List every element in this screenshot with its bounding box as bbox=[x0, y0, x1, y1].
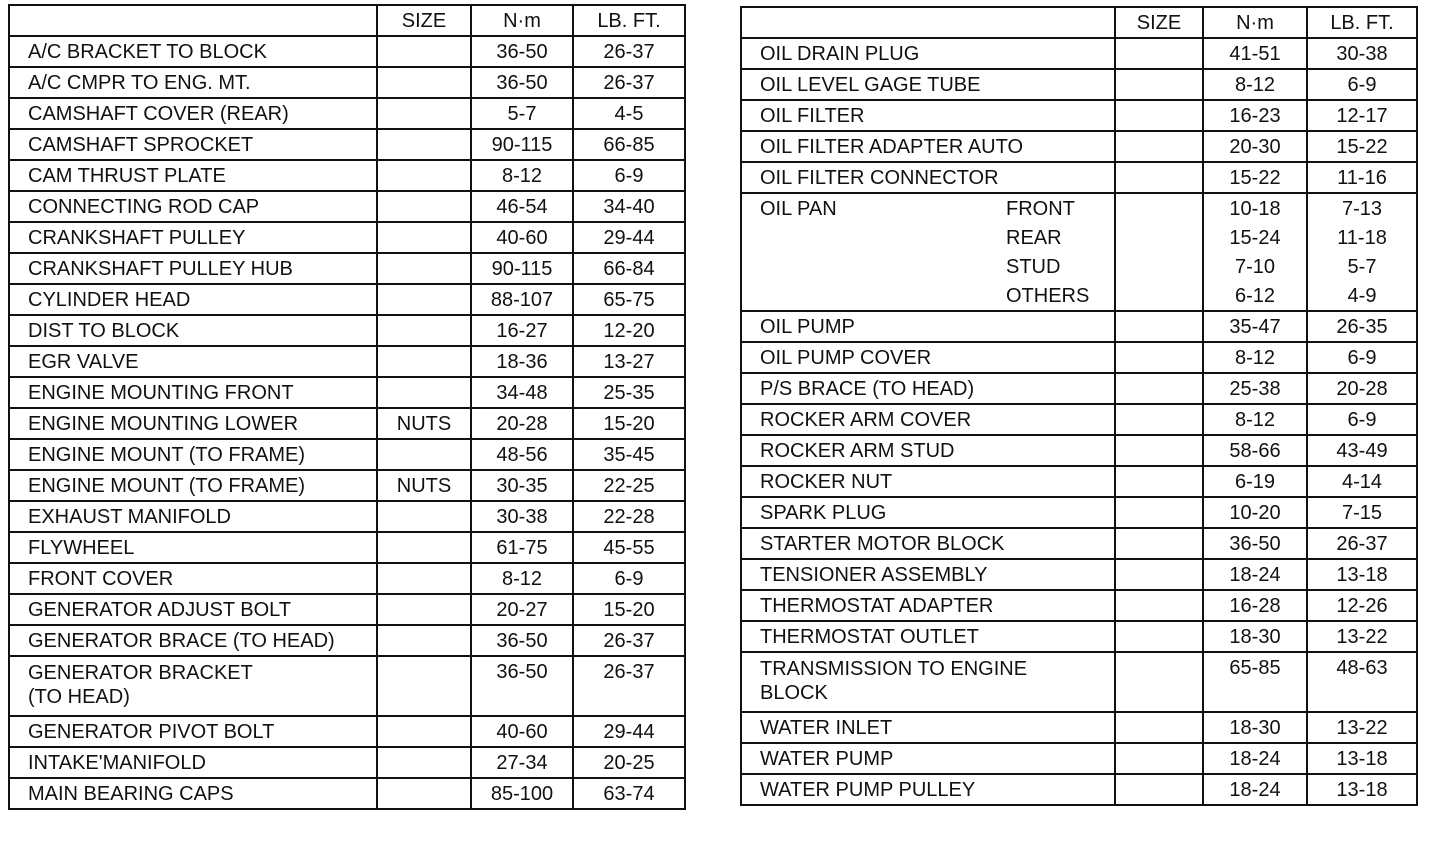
nm-cell: 40-60 bbox=[471, 222, 573, 253]
component-cell: A/C CMPR TO ENG. MT. bbox=[9, 67, 377, 98]
lbft-cell: 6-9 bbox=[1307, 342, 1417, 373]
size-cell bbox=[377, 594, 471, 625]
size-header: SIZE bbox=[377, 5, 471, 36]
size-cell bbox=[377, 222, 471, 253]
size-cell bbox=[1115, 373, 1203, 404]
component-cell: EGR VALVE bbox=[9, 346, 377, 377]
nm-cell: 34-48 bbox=[471, 377, 573, 408]
size-cell bbox=[1115, 774, 1203, 805]
nm-cell: 46-54 bbox=[471, 191, 573, 222]
nm-cell: 18-24 bbox=[1203, 559, 1307, 590]
header-row bbox=[741, 7, 1417, 38]
nm-cell: 6-19 bbox=[1203, 466, 1307, 497]
table-row bbox=[741, 743, 1417, 774]
component-cell: WATER PUMP PULLEY bbox=[741, 774, 1115, 805]
size-cell bbox=[377, 778, 471, 809]
nm-cell: 16-27 bbox=[471, 315, 573, 346]
lbft-cell: 6-9 bbox=[1307, 404, 1417, 435]
nm-cell: 90-115 bbox=[471, 129, 573, 160]
size-cell bbox=[377, 253, 471, 284]
lbft-cell: 20-25 bbox=[573, 747, 685, 778]
nm-cell: 20-28 bbox=[471, 408, 573, 439]
size-cell bbox=[1115, 100, 1203, 131]
header-row bbox=[9, 5, 685, 36]
nm-cell: 35-47 bbox=[1203, 311, 1307, 342]
oil-pan-sub-label: REAR bbox=[1006, 227, 1062, 249]
size-cell bbox=[1115, 193, 1203, 223]
table-row bbox=[741, 774, 1417, 805]
component-cell: CAMSHAFT COVER (REAR) bbox=[9, 98, 377, 129]
table-row bbox=[741, 69, 1417, 100]
lbft-cell: 15-22 bbox=[1307, 131, 1417, 162]
size-cell bbox=[377, 67, 471, 98]
oil-pan-sub-label: FRONT bbox=[1006, 198, 1075, 220]
nm-cell: 36-50 bbox=[471, 656, 573, 716]
nm-cell: 18-30 bbox=[1203, 621, 1307, 652]
component-cell: CYLINDER HEAD bbox=[9, 284, 377, 315]
component-cell: CONNECTING ROD CAP bbox=[9, 191, 377, 222]
lbft-cell: 6-9 bbox=[573, 160, 685, 191]
table-row bbox=[741, 311, 1417, 342]
component-header bbox=[9, 5, 377, 36]
table-row bbox=[741, 342, 1417, 373]
lbft-cell: 7-13 bbox=[1307, 193, 1417, 223]
nm-header: N·m bbox=[471, 5, 573, 36]
size-cell bbox=[1115, 466, 1203, 497]
component-cell: STARTER MOTOR BLOCK bbox=[741, 528, 1115, 559]
table-row bbox=[9, 778, 685, 809]
nm-cell: 6-12 bbox=[1203, 281, 1307, 311]
table-row bbox=[9, 656, 685, 716]
size-cell bbox=[1115, 559, 1203, 590]
component-cell: OIL PUMP COVER bbox=[741, 342, 1115, 373]
size-cell bbox=[1115, 162, 1203, 193]
size-cell bbox=[1115, 311, 1203, 342]
size-cell bbox=[377, 346, 471, 377]
size-cell bbox=[1115, 131, 1203, 162]
lbft-cell: 29-44 bbox=[573, 716, 685, 747]
component-cell: OIL FILTER ADAPTER AUTO bbox=[741, 131, 1115, 162]
size-cell bbox=[377, 747, 471, 778]
table-row bbox=[9, 716, 685, 747]
lbft-cell: 12-20 bbox=[573, 315, 685, 346]
lbft-cell: 25-35 bbox=[573, 377, 685, 408]
component-cell: ENGINE MOUNTING FRONT bbox=[9, 377, 377, 408]
lbft-cell: 22-25 bbox=[573, 470, 685, 501]
table-row bbox=[9, 160, 685, 191]
table-row bbox=[9, 377, 685, 408]
table-row bbox=[9, 594, 685, 625]
lbft-cell: 4-9 bbox=[1307, 281, 1417, 311]
component-cell bbox=[741, 281, 1115, 311]
size-cell bbox=[377, 625, 471, 656]
table-row bbox=[9, 408, 685, 439]
component-cell: ROCKER ARM STUD bbox=[741, 435, 1115, 466]
component-cell: EXHAUST MANIFOLD bbox=[9, 501, 377, 532]
torque-table-left bbox=[8, 4, 686, 810]
table-row bbox=[9, 253, 685, 284]
size-cell bbox=[1115, 404, 1203, 435]
size-cell: NUTS bbox=[377, 470, 471, 501]
size-cell bbox=[377, 439, 471, 470]
table-row bbox=[9, 222, 685, 253]
lbft-cell: 12-17 bbox=[1307, 100, 1417, 131]
table-row bbox=[741, 652, 1417, 712]
component-cell: OIL FILTER CONNECTOR bbox=[741, 162, 1115, 193]
nm-cell: 5-7 bbox=[471, 98, 573, 129]
table-row bbox=[741, 162, 1417, 193]
nm-header: N·m bbox=[1203, 7, 1307, 38]
nm-cell: 40-60 bbox=[471, 716, 573, 747]
component-cell: CAM THRUST PLATE bbox=[9, 160, 377, 191]
size-cell bbox=[1115, 743, 1203, 774]
size-cell bbox=[377, 563, 471, 594]
component-cell: OIL DRAIN PLUG bbox=[741, 38, 1115, 69]
nm-cell: 48-56 bbox=[471, 439, 573, 470]
nm-cell: 18-30 bbox=[1203, 712, 1307, 743]
lbft-cell: 4-5 bbox=[573, 98, 685, 129]
table-row bbox=[741, 131, 1417, 162]
size-cell bbox=[1115, 342, 1203, 373]
size-cell bbox=[377, 160, 471, 191]
lbft-cell: 66-84 bbox=[573, 253, 685, 284]
lbft-cell: 26-37 bbox=[573, 656, 685, 716]
lbft-cell: 48-63 bbox=[1307, 652, 1417, 712]
nm-cell: 27-34 bbox=[471, 747, 573, 778]
table-row bbox=[9, 191, 685, 222]
component-cell: GENERATOR ADJUST BOLT bbox=[9, 594, 377, 625]
size-cell bbox=[1115, 712, 1203, 743]
component-cell: ENGINE MOUNT (TO FRAME) bbox=[9, 439, 377, 470]
lbft-cell: 29-44 bbox=[573, 222, 685, 253]
table-row bbox=[9, 98, 685, 129]
nm-cell: 8-12 bbox=[471, 160, 573, 191]
nm-cell: 7-10 bbox=[1203, 252, 1307, 281]
component-cell: FLYWHEEL bbox=[9, 532, 377, 563]
component-cell: ENGINE MOUNTING LOWER bbox=[9, 408, 377, 439]
size-cell bbox=[377, 129, 471, 160]
table-row bbox=[9, 439, 685, 470]
size-cell bbox=[377, 36, 471, 67]
size-cell bbox=[1115, 621, 1203, 652]
table-row bbox=[9, 625, 685, 656]
lbft-cell: 11-16 bbox=[1307, 162, 1417, 193]
nm-cell: 20-27 bbox=[471, 594, 573, 625]
component-cell: WATER INLET bbox=[741, 712, 1115, 743]
nm-cell: 30-38 bbox=[471, 501, 573, 532]
lbft-cell: 35-45 bbox=[573, 439, 685, 470]
table-row bbox=[9, 501, 685, 532]
component-cell: CRANKSHAFT PULLEY HUB bbox=[9, 253, 377, 284]
table-row bbox=[9, 67, 685, 98]
table-row bbox=[741, 466, 1417, 497]
component-cell: GENERATOR PIVOT BOLT bbox=[9, 716, 377, 747]
size-cell bbox=[1115, 69, 1203, 100]
nm-cell: 8-12 bbox=[471, 563, 573, 594]
component-cell: INTAKE'MANIFOLD bbox=[9, 747, 377, 778]
component-cell: TENSIONER ASSEMBLY bbox=[741, 559, 1115, 590]
nm-cell: 36-50 bbox=[471, 67, 573, 98]
size-cell bbox=[377, 501, 471, 532]
lbft-cell: 12-26 bbox=[1307, 590, 1417, 621]
nm-cell: 65-85 bbox=[1203, 652, 1307, 712]
oil-pan-sub-label: STUD bbox=[1006, 256, 1061, 278]
lbft-cell: 63-74 bbox=[573, 778, 685, 809]
table-row bbox=[741, 404, 1417, 435]
nm-cell: 41-51 bbox=[1203, 38, 1307, 69]
size-cell bbox=[377, 532, 471, 563]
component-cell: DIST TO BLOCK bbox=[9, 315, 377, 346]
size-cell bbox=[1115, 590, 1203, 621]
nm-cell: 30-35 bbox=[471, 470, 573, 501]
oil-pan-subrow bbox=[741, 223, 1417, 252]
component-cell: WATER PUMP bbox=[741, 743, 1115, 774]
oil-pan-sub-label: OTHERS bbox=[1006, 285, 1090, 307]
component-cell: OIL PUMP bbox=[741, 311, 1115, 342]
nm-cell: 61-75 bbox=[471, 532, 573, 563]
nm-cell: 36-50 bbox=[471, 625, 573, 656]
component-cell: SPARK PLUG bbox=[741, 497, 1115, 528]
nm-cell: 85-100 bbox=[471, 778, 573, 809]
lbft-cell: 15-20 bbox=[573, 594, 685, 625]
table-row bbox=[9, 284, 685, 315]
size-cell: NUTS bbox=[377, 408, 471, 439]
table-row bbox=[741, 712, 1417, 743]
nm-cell: 18-24 bbox=[1203, 743, 1307, 774]
component-cell: TRANSMISSION TO ENGINE BLOCK bbox=[741, 652, 1115, 712]
nm-cell: 8-12 bbox=[1203, 69, 1307, 100]
lbft-header: LB. FT. bbox=[1307, 7, 1417, 38]
lbft-cell: 13-22 bbox=[1307, 712, 1417, 743]
size-cell bbox=[1115, 223, 1203, 252]
table-row bbox=[741, 590, 1417, 621]
component-cell: GENERATOR BRACKET (TO HEAD) bbox=[9, 656, 377, 716]
table-row bbox=[9, 346, 685, 377]
lbft-cell: 22-28 bbox=[573, 501, 685, 532]
table-row bbox=[9, 129, 685, 160]
size-cell bbox=[1115, 38, 1203, 69]
lbft-cell: 34-40 bbox=[573, 191, 685, 222]
component-cell bbox=[741, 223, 1115, 252]
oil-pan-subrow bbox=[741, 193, 1417, 223]
component-cell: OIL LEVEL GAGE TUBE bbox=[741, 69, 1115, 100]
size-cell bbox=[377, 315, 471, 346]
component-cell bbox=[741, 252, 1115, 281]
lbft-cell: 6-9 bbox=[1307, 69, 1417, 100]
nm-cell: 8-12 bbox=[1203, 342, 1307, 373]
component-cell: GENERATOR BRACE (TO HEAD) bbox=[9, 625, 377, 656]
component-cell: CAMSHAFT SPROCKET bbox=[9, 129, 377, 160]
size-header: SIZE bbox=[1115, 7, 1203, 38]
component-cell: THERMOSTAT ADAPTER bbox=[741, 590, 1115, 621]
oil-pan-label: OIL PAN bbox=[760, 197, 837, 220]
size-cell bbox=[377, 98, 471, 129]
nm-cell: 16-23 bbox=[1203, 100, 1307, 131]
lbft-cell: 13-22 bbox=[1307, 621, 1417, 652]
table-row bbox=[741, 559, 1417, 590]
lbft-cell: 26-35 bbox=[1307, 311, 1417, 342]
table-row bbox=[741, 621, 1417, 652]
component-cell bbox=[741, 193, 1115, 223]
table-row bbox=[741, 373, 1417, 404]
lbft-cell: 13-18 bbox=[1307, 774, 1417, 805]
lbft-cell: 4-14 bbox=[1307, 466, 1417, 497]
nm-cell: 20-30 bbox=[1203, 131, 1307, 162]
table-row bbox=[9, 36, 685, 67]
size-cell bbox=[377, 284, 471, 315]
torque-table-right bbox=[740, 6, 1418, 806]
lbft-cell: 43-49 bbox=[1307, 435, 1417, 466]
nm-cell: 36-50 bbox=[471, 36, 573, 67]
nm-cell: 18-36 bbox=[471, 346, 573, 377]
nm-cell: 18-24 bbox=[1203, 774, 1307, 805]
table-row bbox=[9, 315, 685, 346]
lbft-cell: 13-18 bbox=[1307, 743, 1417, 774]
table-row bbox=[9, 532, 685, 563]
lbft-cell: 30-38 bbox=[1307, 38, 1417, 69]
table-row bbox=[741, 528, 1417, 559]
size-cell bbox=[1115, 252, 1203, 281]
lbft-cell: 7-15 bbox=[1307, 497, 1417, 528]
size-cell bbox=[1115, 652, 1203, 712]
nm-cell: 15-24 bbox=[1203, 223, 1307, 252]
table-row bbox=[741, 38, 1417, 69]
component-cell: P/S BRACE (TO HEAD) bbox=[741, 373, 1115, 404]
lbft-cell: 13-27 bbox=[573, 346, 685, 377]
lbft-cell: 20-28 bbox=[1307, 373, 1417, 404]
table-row bbox=[9, 563, 685, 594]
lbft-cell: 26-37 bbox=[1307, 528, 1417, 559]
size-cell bbox=[1115, 528, 1203, 559]
nm-cell: 58-66 bbox=[1203, 435, 1307, 466]
size-cell bbox=[377, 191, 471, 222]
component-cell: A/C BRACKET TO BLOCK bbox=[9, 36, 377, 67]
size-cell bbox=[377, 716, 471, 747]
table-row bbox=[741, 100, 1417, 131]
nm-cell: 10-20 bbox=[1203, 497, 1307, 528]
size-cell bbox=[1115, 435, 1203, 466]
size-cell bbox=[377, 656, 471, 716]
lbft-cell: 26-37 bbox=[573, 625, 685, 656]
component-header bbox=[741, 7, 1115, 38]
component-cell: FRONT COVER bbox=[9, 563, 377, 594]
oil-pan-subrow bbox=[741, 281, 1417, 311]
component-cell: THERMOSTAT OUTLET bbox=[741, 621, 1115, 652]
table-row bbox=[741, 435, 1417, 466]
nm-cell: 8-12 bbox=[1203, 404, 1307, 435]
lbft-header: LB. FT. bbox=[573, 5, 685, 36]
size-cell bbox=[1115, 281, 1203, 311]
nm-cell: 15-22 bbox=[1203, 162, 1307, 193]
component-cell: OIL FILTER bbox=[741, 100, 1115, 131]
nm-cell: 36-50 bbox=[1203, 528, 1307, 559]
oil-pan-subrow bbox=[741, 252, 1417, 281]
nm-cell: 88-107 bbox=[471, 284, 573, 315]
component-cell: ROCKER ARM COVER bbox=[741, 404, 1115, 435]
component-cell: ENGINE MOUNT (TO FRAME) bbox=[9, 470, 377, 501]
nm-cell: 10-18 bbox=[1203, 193, 1307, 223]
size-cell bbox=[1115, 497, 1203, 528]
table-row bbox=[741, 497, 1417, 528]
nm-cell: 90-115 bbox=[471, 253, 573, 284]
table-row bbox=[9, 470, 685, 501]
component-cell: CRANKSHAFT PULLEY bbox=[9, 222, 377, 253]
lbft-cell: 6-9 bbox=[573, 563, 685, 594]
component-cell: MAIN BEARING CAPS bbox=[9, 778, 377, 809]
lbft-cell: 11-18 bbox=[1307, 223, 1417, 252]
lbft-cell: 26-37 bbox=[573, 36, 685, 67]
lbft-cell: 26-37 bbox=[573, 67, 685, 98]
table-row bbox=[9, 747, 685, 778]
lbft-cell: 45-55 bbox=[573, 532, 685, 563]
lbft-cell: 66-85 bbox=[573, 129, 685, 160]
lbft-cell: 13-18 bbox=[1307, 559, 1417, 590]
lbft-cell: 15-20 bbox=[573, 408, 685, 439]
nm-cell: 25-38 bbox=[1203, 373, 1307, 404]
nm-cell: 16-28 bbox=[1203, 590, 1307, 621]
lbft-cell: 5-7 bbox=[1307, 252, 1417, 281]
component-cell: ROCKER NUT bbox=[741, 466, 1115, 497]
lbft-cell: 65-75 bbox=[573, 284, 685, 315]
size-cell bbox=[377, 377, 471, 408]
